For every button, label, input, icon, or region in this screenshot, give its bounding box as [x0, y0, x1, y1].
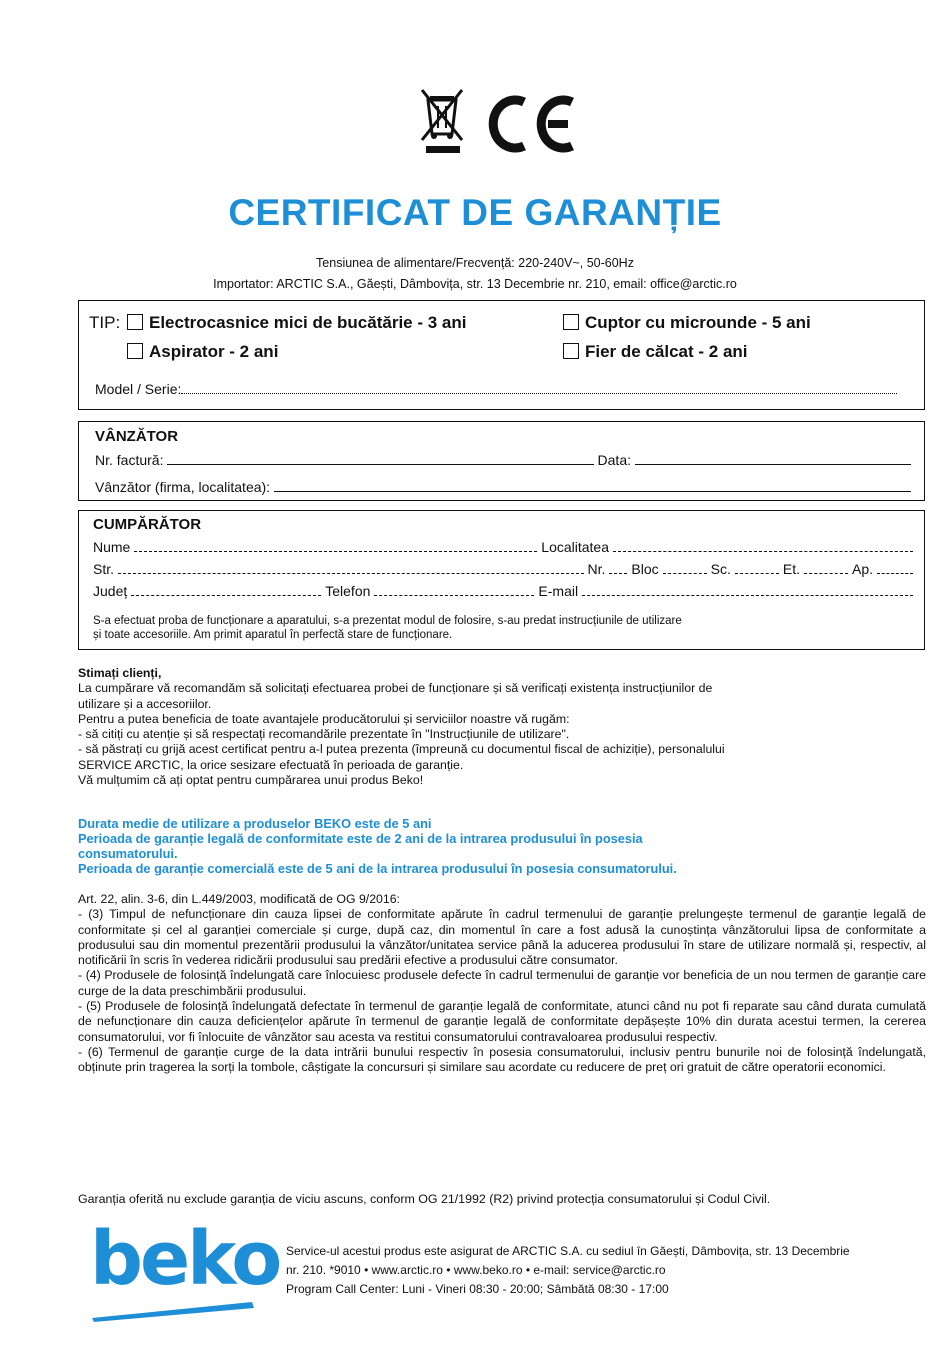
contact-row: Județ Telefon E-mail: [93, 583, 917, 599]
date-field[interactable]: [635, 464, 911, 465]
importer-line: Importator: ARCTIC S.A., Găești, Dâmbovița, str. 13 Decembrie nr. 210, email: office@arctic.ro: [213, 277, 737, 291]
law-paragraph-5: - (5) Produsele de folosință îndelungată defectate în termenul de garanție legală de conformitate, atunci când nu pot fi reparate sau când durata cumulată de nefuncționare din cauza deficiențelor apărute în termenul de garanție legală de conformitate depășește 10% din durata acestui termen, la cererea consumatorului, vor fi înlocuite de vânzător sau acesta va restitui consumatorului contravaloarea produsului respectiv.: [78, 999, 926, 1044]
service-info: Service-ul acestui produs este asigurat de ARCTIC S.A. cu sediul în Găești, Dâmbovița, str. 13 Decembrie nr. 210. *9010 • www.arctic.ro • www.beko.ro • e-mail: service@arctic.ro Program Call Center: Luni - Vineri 08:30 - 20:00; Sâmbătă 08:30 - 17:00: [286, 1244, 850, 1296]
model-serie-field[interactable]: Model / Serie:: [95, 381, 901, 397]
phone-field[interactable]: [374, 595, 534, 596]
et-field[interactable]: [804, 573, 848, 574]
nr-field[interactable]: [609, 573, 627, 574]
page-title: CERTIFICAT DE GARANȚIE: [228, 192, 722, 233]
law-paragraph-4: - (4) Produsele de folosință îndelungată care înlocuiesc produsele defecte în cadrul termenului de garanție vor beneficia de un nou termen de garanție care curge de la data preschimbării produsului.: [78, 968, 926, 998]
type-option-iron[interactable]: Fier de călcat - 2 ani: [563, 342, 748, 362]
seller-title: VÂNZĂTOR: [95, 428, 179, 445]
greeting: Stimați clienți,: [78, 666, 162, 680]
customer-info: Stimați clienți, La cumpărare vă recomandăm să solicitați efectuarea probei de funcționare și să verificați existența instrucțiunilor de utilizare și a accesoriilor. Pentru a putea beneficia de toate avantajele producătorului și serviciilor noastre vă rugăm: - să citiți cu atenție și să respectați recomandările prezentate în "Instrucțiunile de utilizare". - să păstrați cu grijă acest certificat pentru a-l putea prezenta (împreună cu documentul fiscal de achiziție), personalului SERVICE ARCTIC, la orice sesizare efectuată în perioada de garanție. Vă mulțumim că ați optat pentru cumpărarea unui produs Beko!: [78, 666, 926, 788]
email-field[interactable]: [582, 595, 913, 596]
street-field[interactable]: [118, 573, 583, 574]
type-option-vacuum[interactable]: Aspirator - 2 ani: [127, 342, 278, 362]
law-paragraph-6: - (6) Termenul de garanție curge de la data intrării bunului respectiv în posesia consumatorului, inclusiv pentru bunurile noi de folosință îndelungată, obținute prin tragerea la sorți la tombole, câștigate la concursuri și similare sau acordate cu reducere de preț ori gratuit de către operatorii economici.: [78, 1044, 926, 1075]
seller-company-field[interactable]: [274, 491, 911, 492]
ap-field[interactable]: [877, 573, 913, 574]
law-heading: Art. 22, alin. 3-6, din L.449/2003, modificată de OG 9/2016:: [78, 892, 400, 906]
name-field[interactable]: [134, 551, 537, 552]
checkbox[interactable]: [127, 343, 143, 359]
invoice-field[interactable]: [167, 464, 593, 465]
checkbox[interactable]: [563, 314, 579, 330]
type-option-microwave[interactable]: Cuptor cu microunde - 5 ani: [563, 313, 811, 333]
seller-company-row: Vânzător (firma, localitatea):: [95, 479, 915, 495]
buyer-title: CUMPĂRĂTOR: [93, 516, 202, 533]
type-box: [78, 300, 925, 410]
warranty-period-notice: Durata medie de utilizare a produselor BEKO este de 5 ani Perioada de garanție legală de conformitate este de 2 ani de la intrarea produsului în posesia consumatorului. Perioada de garanție comercială este de 5 ani de la intrarea produsului în posesia consumatorului.: [78, 816, 677, 876]
law-paragraph-3: - (3) Timpul de nefuncționare din cauza lipsei de conformitate apărute în cadrul termenului de garanție prelungește termenul de garanție legală de conformitate și cel al garanției comerciale și curge, după caz, din momentul în care a fost adusă la cunoștința vânzătorului lipsa de conformitate a produsului sau din momentul prezentării produsului la vânzător/unitatea service până la aducerea produsului în stare de utilizare normală și, respectiv, al notificării în scris în vederea ridicării produsului sau predării efective a produsului către consumator.: [78, 907, 926, 968]
invoice-date-row: Nr. factură: Data:: [95, 452, 915, 468]
seller-box: [78, 421, 925, 501]
type-label: TIP:: [89, 313, 121, 332]
logo-swoosh: [88, 1298, 258, 1322]
beko-logo-text: beko: [90, 1216, 280, 1302]
city-field[interactable]: [613, 551, 913, 552]
address-row: Str. Nr. Bloc Sc. Et. Ap.: [93, 561, 917, 577]
checkbox[interactable]: [127, 314, 143, 330]
sc-field[interactable]: [735, 573, 779, 574]
type-option-small-appliances[interactable]: Electrocasnice mici de bucătărie - 3 ani: [127, 313, 466, 333]
ce-mark-icon: [493, 100, 572, 148]
weee-crossed-bin-icon: [420, 88, 580, 160]
buyer-box: [78, 510, 925, 650]
buyer-acknowledgement: S-a efectuat proba de funcționare a aparatului, s-a prezentat modul de folosire, s-au predat instrucțiunile de utilizare și toate accesoriile. Am primit aparatul în perfectă stare de funcționare.: [93, 615, 682, 641]
beko-logo: [88, 1216, 280, 1320]
voltage-line: Tensiunea de alimentare/Frecvență: 220-240V~, 50-60Hz: [316, 256, 634, 270]
checkbox[interactable]: [563, 343, 579, 359]
hidden-defect-note: Garanția oferită nu exclude garanția de viciu ascuns, conform OG 21/1992 (R2) privind protecția consumatorului și Codul Civil.: [78, 1192, 771, 1206]
county-field[interactable]: [131, 595, 321, 596]
legal-provisions: [78, 892, 926, 1076]
name-city-row: Nume Localitatea: [93, 539, 917, 555]
regulatory-marks: [420, 88, 580, 160]
block-field[interactable]: [663, 573, 707, 574]
